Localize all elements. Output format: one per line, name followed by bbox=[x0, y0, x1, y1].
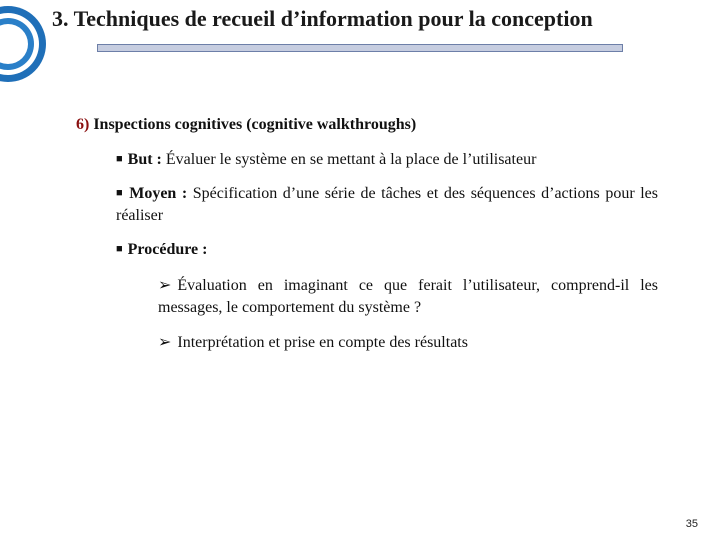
decorative-ring-icon bbox=[0, 2, 50, 86]
slide-title: 3. Techniques de recueil d’information pour la conception bbox=[52, 6, 593, 31]
bullet-text: Spécification d’une série de tâches et des séquences d’actions pour les réaliser bbox=[116, 185, 659, 224]
square-bullet-icon: ■ bbox=[116, 243, 123, 255]
heading-number: 6) bbox=[76, 116, 90, 133]
square-bullet-icon: ■ bbox=[116, 153, 123, 165]
sub-item-evaluation bbox=[158, 275, 658, 319]
sub-item-text: Évaluation en imaginant ce que ferait l’utilisateur, comprend-il les messages, le comportement du système ? bbox=[158, 277, 658, 316]
heading-text: Inspections cognitives (cognitive walkthroughs bbox=[93, 116, 411, 133]
bullet-label: Moyen : bbox=[129, 185, 188, 202]
bullet-label: But : bbox=[127, 151, 162, 168]
bullet-text: Évaluer le système en se mettant à la place de l’utilisateur bbox=[165, 151, 537, 168]
section-heading bbox=[76, 114, 416, 136]
arrow-bullet-icon: ➢ bbox=[158, 334, 172, 351]
sub-item-interpretation bbox=[158, 332, 658, 354]
bullet-moyen bbox=[116, 182, 658, 227]
sub-item-text: Interprétation et prise en compte des résultats bbox=[177, 334, 468, 351]
title-underline-bar bbox=[97, 44, 623, 52]
bullet-label: Procédure : bbox=[127, 241, 208, 258]
bullet-procedure bbox=[116, 238, 658, 261]
arrow-bullet-icon: ➢ bbox=[158, 277, 172, 294]
square-bullet-icon: ■ bbox=[116, 187, 125, 199]
bullet-but bbox=[116, 148, 658, 171]
heading-close: ) bbox=[410, 116, 417, 133]
page-number: 35 bbox=[685, 518, 698, 530]
